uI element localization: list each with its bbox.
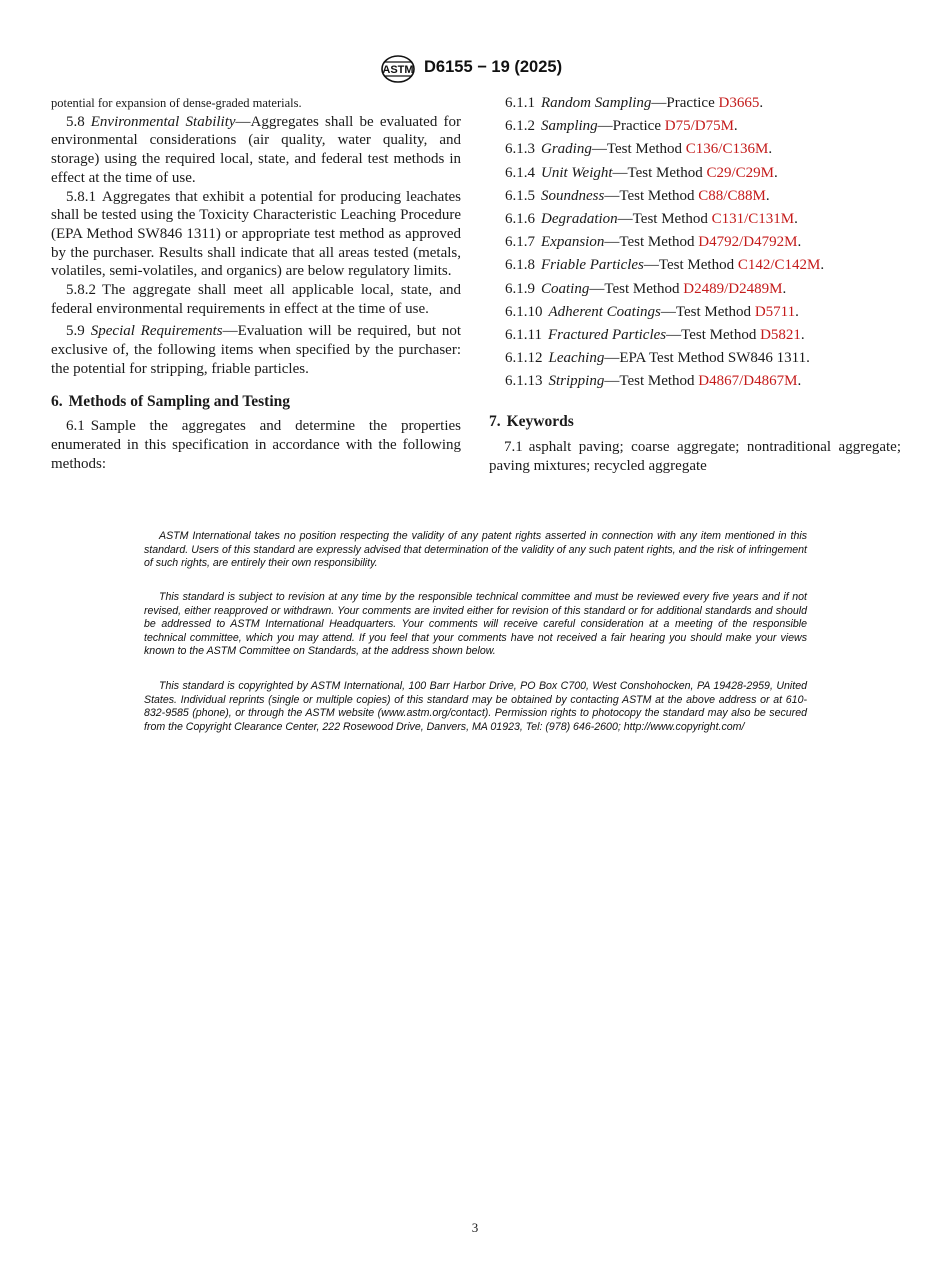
test-methods-list: [489, 94, 901, 391]
page-number: 3: [471, 1220, 479, 1235]
reference-link[interactable]: C88/C88M: [698, 187, 766, 204]
paragraph-continuation: potential for expansion of dense-graded materials.: [51, 96, 302, 110]
reference-link[interactable]: D3665: [718, 95, 760, 111]
standard-designation: D6155 − 19 (2025): [424, 58, 563, 76]
list-item: 6.1.7 Expansion—Test Method D4792/D4792M.: [505, 234, 802, 251]
reference-link[interactable]: D2489/D2489M: [683, 280, 783, 297]
patent-notice: ASTM International takes no position respecting the validity of any patent rights asserted in connection with any item mentioned in this standard. Users of this standard are expressly advised that determination of the validity of any such patent rights, and the risk of infringement of such rights, are entirely their own responsibility.: [144, 530, 807, 570]
list-item: 6.1.12 Leaching—EPA Test Method SW846 1311.: [505, 350, 810, 367]
right-column: [489, 94, 901, 475]
section-7-heading: 7. Keywords: [489, 413, 574, 431]
list-item: 6.1.6 Degradation—Test Method C131/C131M.: [505, 211, 798, 228]
section-6-1: 6.1 Sample the aggregates and determine the properties enumerated in this specification in accordance with the following methods:: [51, 418, 461, 472]
list-item: 6.1.13 Stripping—Test Method D4867/D4867M.: [505, 373, 802, 390]
page-header: [0, 56, 950, 82]
revision-notice: This standard is subject to revision at any time by the responsible technical committee and must be reviewed every five years and if not revised, either reapproved or withdrawn. Your comments are invited either for revision of this standard or for additional standards and should be addressed to ASTM International Headquarters. Your comments will receive careful consideration at a meeting of the responsible technical committee, which you may attend. If you feel that your comments have not received a fair hearing you should make your views known to the ASTM Committee on Standards, at the address shown below.: [144, 591, 807, 658]
list-item: 6.1.10 Adherent Coatings—Test Method D5711.: [505, 303, 799, 320]
reference-link[interactable]: D4867/D4867M: [698, 373, 798, 390]
reference-link[interactable]: D5711: [754, 303, 796, 320]
reference-link[interactable]: D75/D75M: [664, 118, 734, 135]
reference-link[interactable]: C142/C142M: [737, 257, 821, 274]
reference-link[interactable]: D4792/D4792M: [698, 234, 798, 251]
list-item: 6.1.2 Sampling—Practice D75/D75M.: [505, 118, 738, 135]
left-column: [51, 94, 461, 473]
section-7-1: 7.1 asphalt paving; coarse aggregate; nontraditional aggregate; paving mixtures; recycled aggregate: [489, 438, 901, 474]
copyright-notice: This standard is copyrighted by ASTM International, 100 Barr Harbor Drive, PO Box C700, West Conshohocken, PA 19428-2959, United States. Individual reprints (single or multiple copies) of this standard may be obtained by contacting ASTM at the above address or at 610-832-9585 (phone), or through the ASTM website (www.astm.org/contact). Permission rights to photocopy the standard may also be secured from the Copyright Clearance Center, 222 Rosewood Drive, Danvers, MA 01923, Tel: (978) 646-2600; http://www.copyright.com/: [144, 680, 807, 733]
reference-link[interactable]: C136/C136M: [685, 141, 769, 158]
section-5-8: 5.8 Environmental Stability—Aggregates shall be evaluated for environmental considerations (air quality, water quality, and storage) using the required local, state, and federal test methods in effect at the time of use.: [51, 113, 462, 186]
section-5-9: 5.9 Special Requirements—Evaluation will be required, but not exclusive of, the following items when specified by the purchaser: the potential for stripping, friable particles.: [51, 323, 462, 377]
section-5-8-1: 5.8.1 Aggregates that exhibit a potential for producing leachates shall be tested using the Toxicity Characteristic Leaching Procedure (EPA Method SW846 1311) or appropriate test method as approved by the purchaser. Results shall indicate that all areas tested (metals, volatiles, semi-volatiles, and organics) are below regulatory limits.: [51, 188, 461, 280]
list-item: 6.1.9 Coating—Test Method D2489/D2489M.: [505, 280, 787, 297]
list-item: 6.1.4 Unit Weight—Test Method C29/C29M.: [505, 164, 778, 181]
reference-link[interactable]: D5821: [760, 327, 801, 344]
list-item: 6.1.8 Friable Particles—Test Method C142/C142M.: [505, 257, 825, 274]
list-item: 6.1.1 Random Sampling—Practice D3665.: [505, 95, 764, 111]
list-item: 6.1.5 Soundness—Test Method C88/C88M.: [505, 187, 770, 204]
reference-link[interactable]: C29/C29M: [706, 164, 774, 181]
list-item: 6.1.3 Grading—Test Method C136/C136M.: [505, 141, 773, 158]
astm-logo-icon: [380, 54, 416, 84]
section-6-heading: 6. Methods of Sampling and Testing: [51, 392, 290, 410]
section-5-8-2: 5.8.2 The aggregate shall meet all applicable local, state, and federal environmental requirements in effect at the time of use.: [51, 282, 461, 317]
reference-link[interactable]: C131/C131M: [711, 211, 795, 228]
list-item: 6.1.11 Fractured Particles—Test Method D5821.: [505, 327, 805, 344]
svg-text:ASTM: ASTM: [382, 64, 414, 76]
